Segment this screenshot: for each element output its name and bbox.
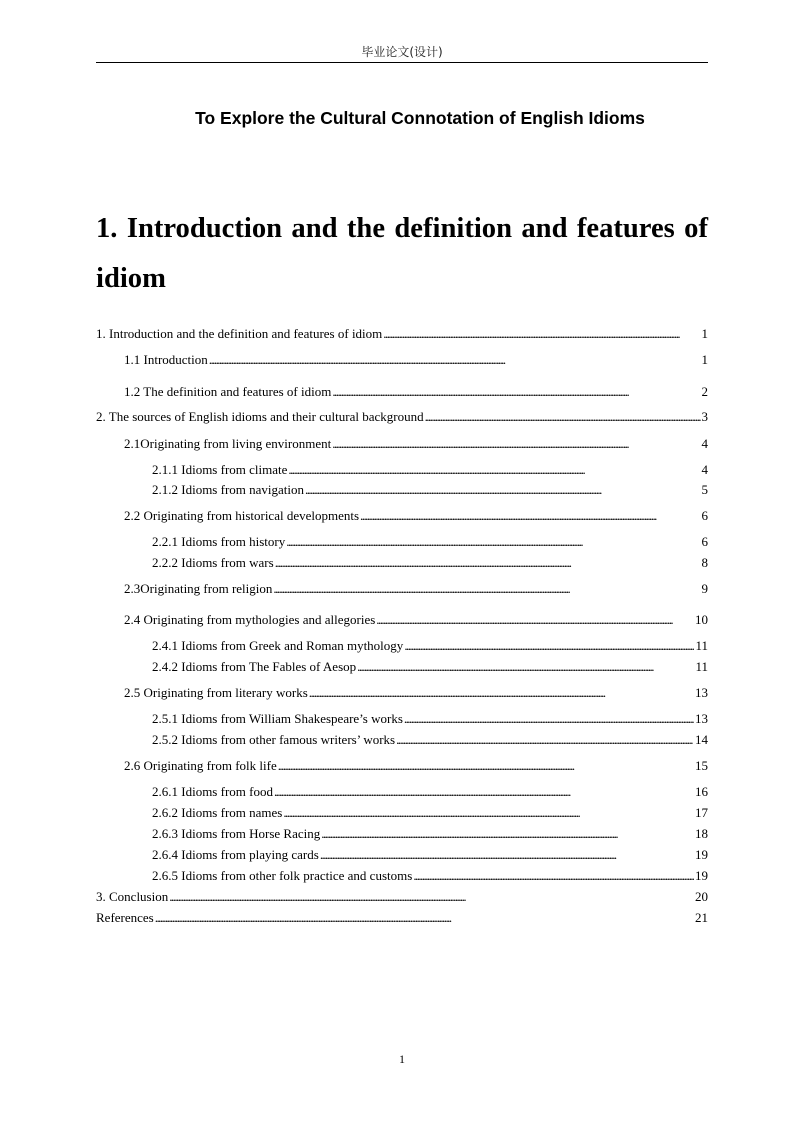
toc-entry[interactable] — [152, 825, 708, 843]
toc-entry-label: 2.5 Originating from literary works — [124, 685, 308, 700]
toc-entry-page: 13 — [695, 711, 708, 726]
toc-entry-label: 1. Introduction and the definition and features of idiom — [96, 326, 383, 341]
toc-entry-label: 2.5.1 Idioms from William Shakespeare’s works — [152, 711, 403, 726]
toc-entry-page: 20 — [695, 889, 708, 904]
toc-dot-leader — [283, 804, 694, 822]
toc-entry-page: 6 — [701, 508, 708, 523]
toc-entry-page: 8 — [701, 555, 708, 570]
toc-entry[interactable] — [124, 383, 708, 401]
toc-dot-leader — [274, 783, 694, 801]
toc-dot-leader — [425, 408, 701, 426]
toc-entry-label: 2.4 Originating from mythologies and allegories — [124, 612, 376, 627]
toc-entry[interactable] — [152, 804, 708, 822]
toc-dot-leader — [396, 731, 694, 749]
toc-dot-leader — [305, 481, 700, 499]
toc-dot-leader — [332, 435, 700, 453]
chapter-heading: 1. Introduction and the definition and features of idiom — [96, 213, 708, 294]
toc-entry-label: 2.2 Originating from historical developments — [124, 508, 360, 523]
toc-dot-leader — [309, 684, 694, 702]
toc-entry-page: 17 — [695, 805, 708, 820]
toc-dot-leader — [288, 461, 700, 479]
toc-entry-label: 2. The sources of English idioms and their cultural background — [96, 409, 424, 424]
toc-entry[interactable] — [152, 461, 708, 479]
toc-entry-label: 1.1 Introduction — [124, 352, 208, 367]
toc-entry-page: 9 — [701, 581, 708, 596]
toc-dot-leader — [320, 846, 694, 864]
toc-dot-leader — [413, 867, 694, 885]
toc-dot-leader — [278, 757, 694, 775]
toc-entry-label: References — [96, 910, 154, 925]
toc-dot-leader — [273, 580, 700, 598]
toc-entry[interactable] — [124, 684, 708, 702]
toc-dot-leader — [169, 888, 694, 906]
toc-entry[interactable] — [124, 351, 708, 369]
toc-entry-page: 15 — [695, 758, 708, 773]
page-number: 1 — [399, 1052, 405, 1066]
toc-entry[interactable] — [152, 481, 708, 499]
toc-entry-label: 2.6.5 Idioms from other folk practice and customs — [152, 868, 413, 883]
toc-entry-page: 10 — [695, 612, 708, 627]
toc-entry[interactable] — [96, 325, 708, 343]
toc-dot-leader — [404, 637, 694, 655]
toc-entry[interactable] — [152, 637, 708, 655]
toc-dot-leader — [155, 909, 694, 927]
toc-entry[interactable] — [152, 710, 708, 728]
toc-entry-page: 1 — [701, 326, 708, 341]
toc-entry-label: 2.4.1 Idioms from Greek and Roman mythology — [152, 638, 404, 653]
toc-entry-page: 19 — [695, 868, 708, 883]
toc-entry-label: 2.6.1 Idioms from food — [152, 784, 273, 799]
toc-dot-leader — [286, 533, 700, 551]
toc-entry[interactable] — [152, 554, 708, 572]
toc-entry-page: 18 — [695, 826, 708, 841]
toc-entry-page: 3 — [701, 409, 708, 424]
toc-dot-leader — [357, 658, 694, 676]
toc-dot-leader — [360, 507, 700, 525]
toc-entry-page: 4 — [701, 462, 708, 477]
toc-entry-page: 14 — [695, 732, 708, 747]
toc-entry-label: 2.2.2 Idioms from wars — [152, 555, 274, 570]
toc-entry-page: 6 — [701, 534, 708, 549]
toc-entry-label: 2.2.1 Idioms from history — [152, 534, 286, 549]
toc-dot-leader — [275, 554, 701, 572]
toc-entry-label: 2.1.1 Idioms from climate — [152, 462, 288, 477]
toc-dot-leader — [209, 351, 701, 369]
toc-entry-label: 2.6.3 Idioms from Horse Racing — [152, 826, 321, 841]
toc-entry-page: 4 — [701, 436, 708, 451]
toc-entry[interactable] — [96, 888, 708, 906]
toc-entry[interactable] — [124, 757, 708, 775]
toc-entry[interactable] — [152, 533, 708, 551]
toc-dot-leader — [332, 383, 700, 401]
toc-dot-leader — [383, 325, 700, 343]
toc-entry-label: 1.2 The definition and features of idiom — [124, 384, 332, 399]
table-of-contents — [96, 0, 708, 1122]
toc-entry[interactable] — [152, 658, 708, 676]
toc-entry[interactable] — [124, 507, 708, 525]
toc-entry-page: 11 — [695, 659, 708, 674]
toc-entry-page: 19 — [695, 847, 708, 862]
toc-entry-label: 2.6.2 Idioms from names — [152, 805, 283, 820]
toc-entry-label: 2.5.2 Idioms from other famous writers’ works — [152, 732, 396, 747]
toc-entry-label: 3. Conclusion — [96, 889, 169, 904]
toc-dot-leader — [404, 710, 694, 728]
toc-entry[interactable] — [124, 611, 708, 629]
toc-entry-page: 1 — [701, 352, 708, 367]
toc-entry-label: 2.1.2 Idioms from navigation — [152, 482, 305, 497]
toc-entry-page: 2 — [701, 384, 708, 399]
thesis-title: To Explore the Cultural Connotation of English Idioms — [195, 108, 645, 128]
toc-entry[interactable] — [152, 846, 708, 864]
toc-entry-label: 2.6 Originating from folk life — [124, 758, 277, 773]
toc-entry-label: 2.6.4 Idioms from playing cards — [152, 847, 319, 862]
toc-entry-label: 2.4.2 Idioms from The Fables of Aesop — [152, 659, 357, 674]
toc-entry-page: 11 — [695, 638, 708, 653]
toc-entry-page: 21 — [695, 910, 708, 925]
toc-entry[interactable] — [124, 580, 708, 598]
toc-dot-leader — [376, 611, 694, 629]
toc-entry[interactable] — [152, 867, 708, 885]
toc-entry-label: 2.3Originating from religion — [124, 581, 273, 596]
toc-entry-page: 16 — [695, 784, 708, 799]
running-header: 毕业论文(设计) — [361, 45, 443, 59]
toc-entry[interactable] — [124, 435, 708, 453]
toc-dot-leader — [321, 825, 694, 843]
toc-entry[interactable] — [96, 408, 708, 426]
toc-entry-page: 13 — [695, 685, 708, 700]
toc-entry[interactable] — [152, 731, 708, 749]
toc-entry[interactable] — [96, 909, 708, 927]
toc-entry[interactable] — [152, 783, 708, 801]
toc-entry-page: 5 — [701, 482, 708, 497]
toc-entry-label: 2.1Originating from living environment — [124, 436, 332, 451]
